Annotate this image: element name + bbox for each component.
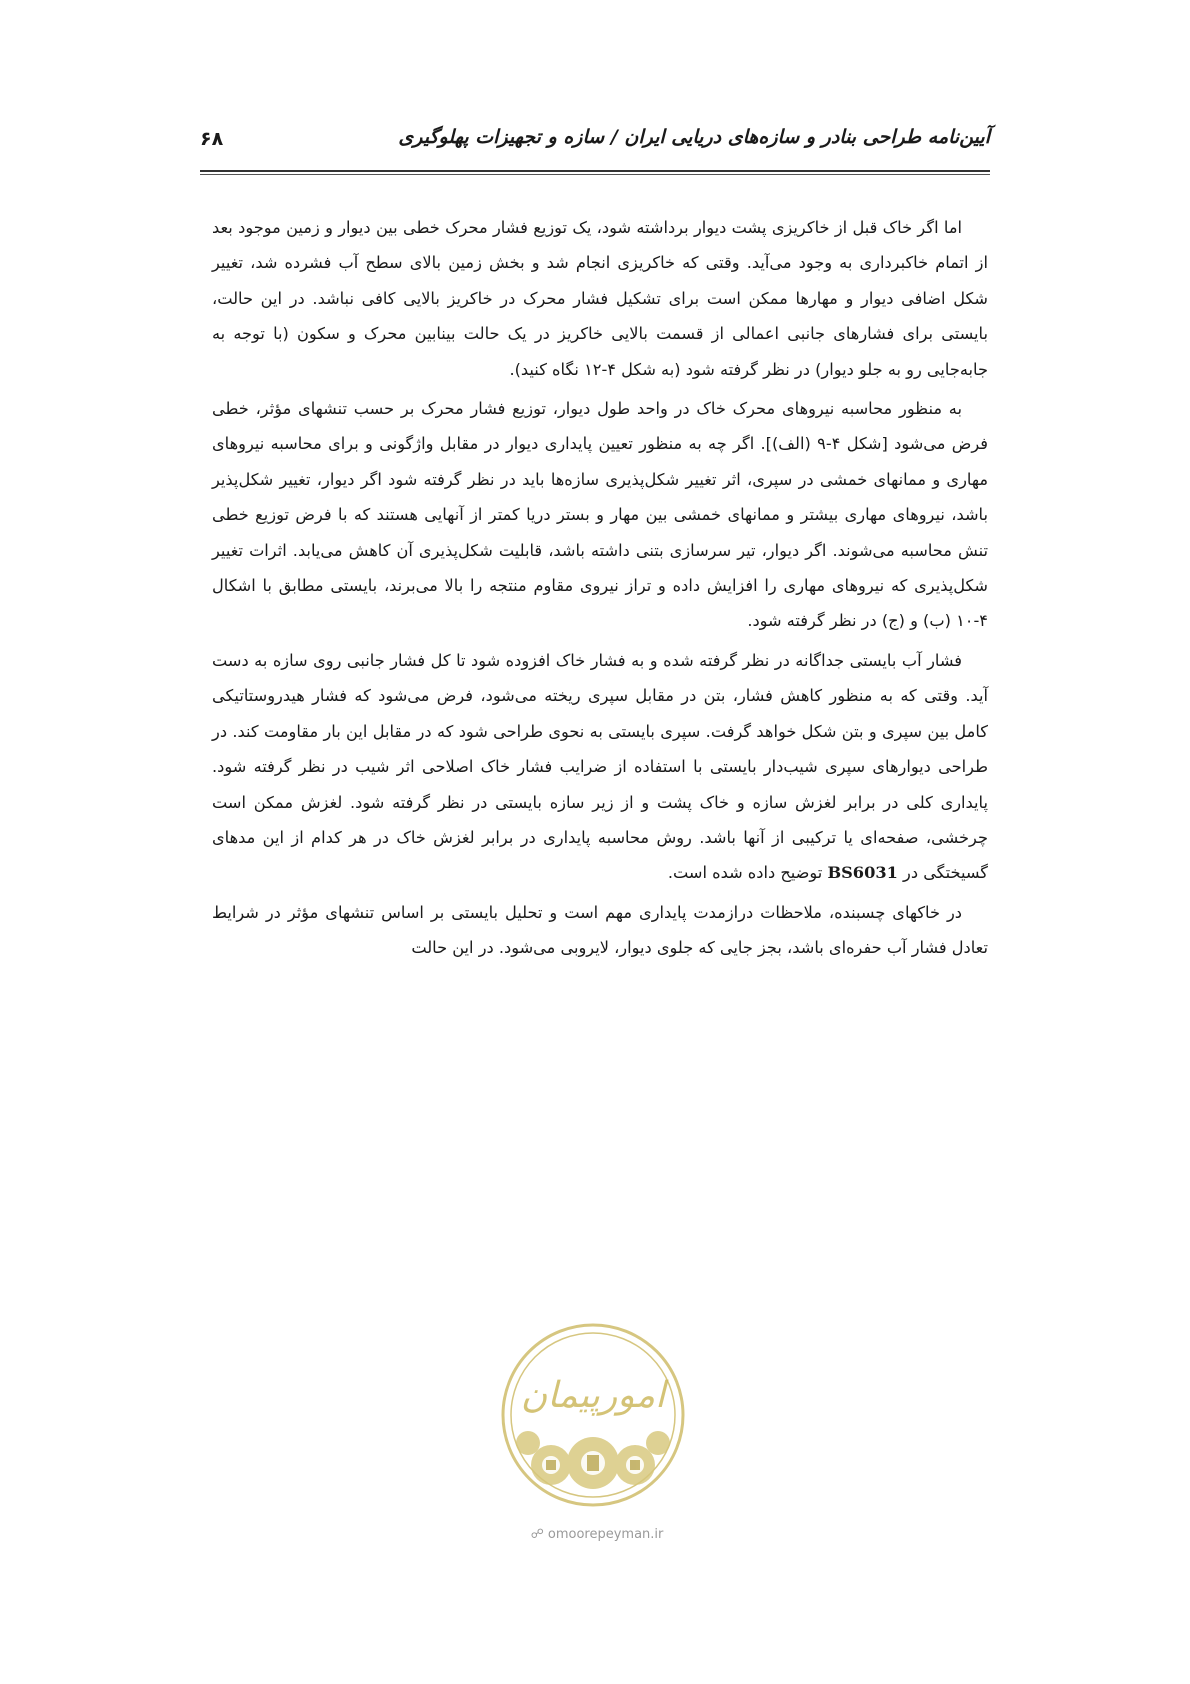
paragraph-text: توضیح داده شده است. [667, 863, 828, 883]
paragraph: به منظور محاسبه نیروهای محرک خاک در واحد طول دیوار، توزیع فشار محرک بر حسب تنشهای مؤثر، خطی فرض می‌شود [شکل ۴-۹ (الف)]. اگر چه به منظور تعیین پایداری دیوار در مقابل واژگونی و برای محاسبه نیروهای مهاری و ممانهای خمشی در سپری، اثر تغییر شکل‌پذیری سازه‌ها باید در نظر گرفته شود اگر دیوار، تغییر شکل‌پذیر باشد، نیروهای مهاری بیشتر و ممانهای خمشی بین مهار و بستر دریا کمتر از آنهایی هستند که با فرض توزیع خطی تنش محاسبه می‌شوند. اگر دیوار، تیر سرسازی بتنی داشته باشد، قابلیت شکل‌پذیری آن کاهش می‌یابد. اثرات تغییر شکل‌پذیری که نیروهای مهاری را افزایش داده و تراز نیروی مقاوم منتجه را بالا می‌برند، بایستی مطابق با اشکال ۴-۱۰ (ب) و (ج) در نظر گرفته شود. [212, 399, 988, 631]
standard-reference: BS6031 [827, 863, 898, 883]
watermark-seal [493, 1315, 693, 1515]
header-title: آیین‌نامه طراحی بنادر و سازه‌های دریایی ایران / سازه و تجهیزات پهلوگیری [398, 126, 990, 148]
paragraph: در خاکهای چسبنده، ملاحظات درازمدت پایداری مهم است و تحلیل بایستی بر اساس تنشهای مؤثر در شرایط تعادل فشار آب حفره‌ای باشد، بجز جایی که جلوی دیوار، لایروبی می‌شود. در این حالت [212, 902, 988, 958]
seal-logo-icon [493, 1315, 693, 1515]
header-rule [200, 170, 990, 172]
running-header [200, 126, 990, 160]
paragraph-text: فشار آب بایستی جداگانه در نظر گرفته شده و به فشار خاک افزوده شود تا کل فشار جانبی روی سازه به دست آید. وقتی که به منظور کاهش فشار، بتن در مقابل سپری ریخته می‌شود، فرض می‌شود که فشار هیدروستاتیکی کامل بین سپری و بتن شکل خواهد گرفت. سپری بایستی به نحوی طراحی شود که در مقابل این بار مقاومت کند. در طراحی دیوارهای سپری شیب‌دار بایستی با استفاده از ضرایب فشار خاک اصلاحی اثر شیب در نظر گرفته شود. پایداری کلی در برابر لغزش سازه و خاک پشت و از زیر سازه بایستی در نظر گرفته شود. لغزش ممکن است چرخشی، صفحه‌ای یا ترکیبی از آنها باشد. روش محاسبه پایداری در برابر لغزش خاک در هر کدام از این مدهای گسیختگی در [212, 650, 988, 883]
paragraph [212, 643, 988, 891]
page-number: ۶۸ [200, 128, 224, 150]
body-text [212, 210, 988, 970]
watermark-url: ☍ omoorepeyman.ir [530, 1527, 664, 1542]
paragraph: اما اگر خاک قبل از خاکریزی پشت دیوار برداشته شود، یک توزیع فشار محرک خطی بین دیوار و زمین موجود بعد از اتمام خاکبرداری به وجود می‌آید. وقتی که خاکریزی انجام شد و بخش زمین بالای سطح آب فشرده شد، تغییر شکل اضافی دیوار و مهارها ممکن است برای تشکیل فشار محرک در خاکریز بالایی کافی نباشد. در این حالت، بایستی برای فشارهای جانبی اعمالی از قسمت بالایی خاکریز در یک حالت بینابین محرک و سکون (با توجه به جابه‌جایی رو به جلو دیوار) در نظر گرفته شود (به شکل ۴-۱۲ نگاه کنید). [212, 218, 988, 379]
watermark-url-text: omoorepeyman.ir [547, 1527, 664, 1542]
svg-text:امورپیمان: امورپیمان [520, 1375, 666, 1416]
header-rule-thin [200, 174, 990, 175]
